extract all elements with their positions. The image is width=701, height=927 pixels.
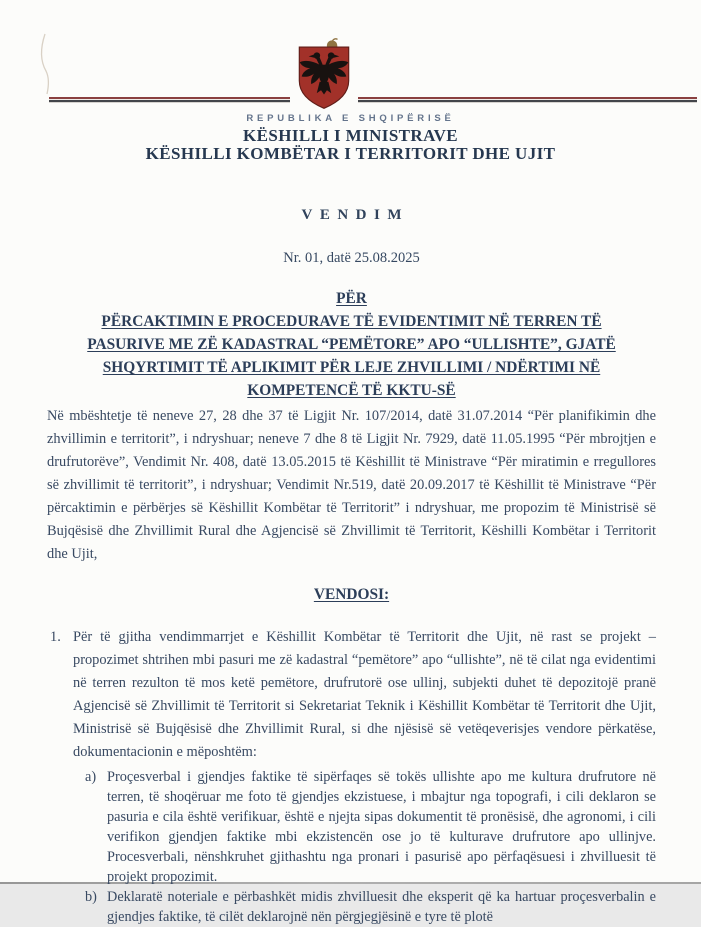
institution-name-primary: KËSHILLI I MINISTRAVE	[243, 126, 458, 145]
title-line: PASURIVE ME ZË KADASTRAL “PEMËTORE” APO “ULLISHTE”, GJATË	[87, 336, 616, 353]
title-line: PËRCAKTIMIN E PROCEDURAVE TË EVIDENTIMIT NË TERREN TË	[101, 313, 602, 330]
coat-of-arms	[290, 38, 358, 116]
title-line: SHQYRTIMIT TË APLIKIMIT PËR LEJE ZHVILLIMI / NDËRTIMI NË	[102, 359, 601, 376]
institution-name-secondary: KËSHILLI KOMBËTAR I TERRITORIT DHE UJIT	[145, 144, 556, 163]
list-item-text: Deklaratë noteriale e përbashkët midis zhvilluesit dhe eksperit që ka hartuar proçesverbalin e gjendjes faktike, të cilët deklarojnë nën përgjegjësinë e tyre të plotë	[107, 889, 656, 925]
resolution-heading: VENDOSI:	[313, 586, 390, 603]
list-item-marker: a)	[85, 769, 97, 785]
document-kind-label: VENDIM	[301, 207, 409, 223]
document-title	[47, 287, 656, 402]
albanian-eagle-icon	[293, 38, 355, 114]
sub-item-list	[85, 767, 656, 927]
list-item-text: Proçesverbal i gjendjes faktike të sipërfaqes së tokës ullishte apo me kultura drufrutore në terren, të shoqëruar me foto të gjendjes ekzistuese, i mbajtur nga topografi, i cili deklaron se pasuria e cila është verifikuar, është e njejta sipas dokumentit të pronësisë, dhe agronomi, i cili verifikon gjendjen faktike mbi ekzistencën ose jo të kulturave drufrutore apo ullinjve. Procesverbali, nënshkruhet gjithashtu nga pronari i pasurisë apo përfaqësuesi i zhvilluesit të projekt propozimit.	[107, 769, 656, 885]
document-body	[47, 207, 656, 927]
header-divider-line	[49, 97, 697, 103]
list-item-a	[85, 767, 656, 887]
document-number-date: Nr. 01, datë 25.08.2025	[283, 250, 420, 266]
list-item-marker: b)	[85, 889, 97, 905]
republic-label: REPUBLIKA E SHQIPËRISË	[246, 113, 455, 124]
list-item-text: Për të gjitha vendimmarrjet e Këshillit Kombëtar të Territorit dhe Ujit, në rast se projekt – propozimet shtrihen mbi pasuri me zë kadastral “pemëtore” apo “ullishte”, në të cilat nga evidentimi në terren rezulton të mos ketë pemëtore, drufrutorë ose ullinj, subjekti duhet të depozitojë pranë Agjencisë së Zhvillimit të Territorit si Sekretariat Teknik i Këshillit Kombëtar të Territorit dhe Ujit, Ministrisë së Bujqësisë dhe Zhvillimit Rural, si dhe njësisë së vetëqeverisjes vendore përkatëse, dokumentacionin e mëposhtëm:	[73, 629, 656, 760]
preamble-paragraph: Në mbështetje të neneve 27, 28 dhe 37 të Ligjit Nr. 107/2014, datë 31.07.2014 “Për planifikimin dhe zhvillimin e territorit”, i ndryshuar; neneve 7 dhe 8 të Ligjit Nr. 7929, datë 11.05.1995 “Për mbrojtjen e drufrutorëve”, Vendimit Nr. 408, datë 13.05.2015 të Këshillit të Ministrave “Për miratimin e rregullores së zhvillimit të territorit”, i ndryshuar; Vendimit Nr.519, datë 20.09.2017 të Këshillit të Ministrave “Për përcaktimin e përbërjes së Këshillit Kombëtar të Territorit” i ndryshuar, me propozim të Ministrisë së Bujqësisë dhe Zhvillimit Rural dhe Agjencisë së Zhvillimit të Territorit, Këshilli Kombëtar i Territorit dhe Ujit,	[47, 408, 656, 562]
list-item-b	[85, 887, 656, 927]
list-item-marker: 1.	[50, 629, 61, 645]
list-item-1	[47, 626, 656, 764]
title-line: KOMPETENCË TË KKTU-SË	[247, 382, 456, 399]
title-line: PËR	[336, 290, 367, 307]
scan-fold-artifact-icon	[36, 30, 60, 100]
